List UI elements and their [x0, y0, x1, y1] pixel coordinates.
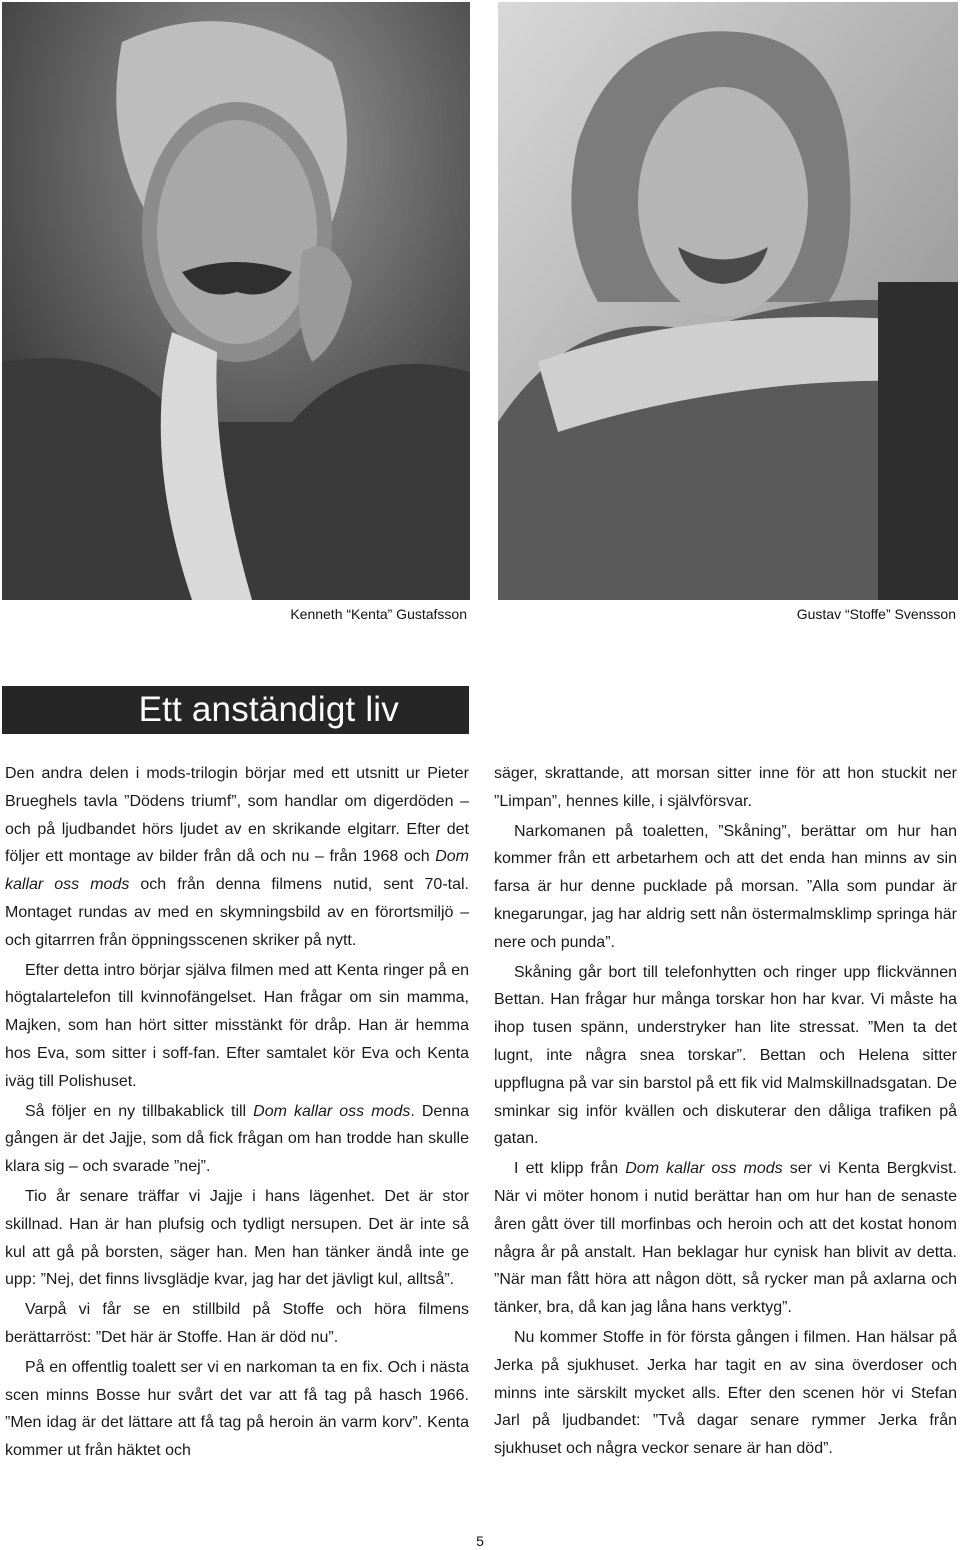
paragraph	[5, 760, 469, 955]
paragraph	[5, 1183, 469, 1294]
paragraph-text: säger, skrattande, att morsan sitter inne för att hon stuckit ner ”Limpan”, hennes kille, i självförsvar.	[494, 765, 957, 810]
paragraph	[494, 818, 957, 957]
text-column-left	[5, 760, 469, 1467]
paragraph-text: Tio år senare träffar vi Jajje i hans lägenhet. Det är stor skillnad. Han är han plufsig och tydligt nersupen. Det är inte så kul att gå på borsten, säger han. Men han tänker ändå inte ge upp: ”Nej, det finns livsglädje kvar, jag har det jävligt kul, alltså”.	[5, 1187, 469, 1289]
paragraph	[5, 957, 469, 1096]
paragraph-text: På en offentlig toalett ser vi en narkoman ta en fix. Och i nästa scen minns Bosse hur svårt det var att få tag på hasch 1966. ”Men idag är det lättare att få tag på heroin än varm korv”. Kenta kommer ut från häktet och	[5, 1358, 469, 1460]
paragraph	[494, 959, 957, 1154]
paragraph-text: Nu kommer Stoffe in för första gången i filmen. Han hälsar på Jerka på sjukhuset. Jerka har tagit en av sina överdoser och minns inte särskilt mycket alls. Efter den scenen hör vi Stefan Jarl på ljudbandet: ”Två dagar senare rymmer Jerka från sjukhuset och några veckor senare är han död”.	[494, 1328, 957, 1458]
portrait-image	[498, 2, 958, 600]
photo-kenta	[2, 2, 470, 600]
italic-title-text: Dom kallar oss mods	[625, 1160, 783, 1178]
article-title-bar	[2, 686, 469, 734]
paragraph-text: Så följer en ny tillbakablick till	[25, 1102, 254, 1120]
paragraph	[494, 760, 957, 816]
paragraph	[494, 1324, 957, 1463]
paragraph	[5, 1098, 469, 1181]
photo-caption-left: Kenneth “Kenta” Gustafsson	[290, 606, 467, 622]
page-number: 5	[476, 1533, 484, 1549]
italic-title-text: Dom kallar oss mods	[5, 848, 469, 894]
photo-stoffe	[498, 2, 958, 600]
paragraph-text: I ett klipp från	[514, 1160, 626, 1178]
photo-caption-right: Gustav “Stoffe” Svensson	[796, 606, 956, 622]
paragraph-text: Efter detta intro börjar själva filmen med att Kenta ringer på en högtalartelefon till kvinnofängelset. Han frågar om sin mamma, Majken, som han hört sitter misstänkt för dråp. Han är hemma hos Eva, som sitter i soff-fan. Efter samtalet kör Eva och Kenta iväg till Polishuset.	[5, 961, 469, 1090]
italic-title-text: Dom kallar oss mods	[253, 1102, 411, 1120]
paragraph-text: Skåning går bort till telefonhytten och ringer upp flickvännen Bettan. Han frågar hur många torskar hon har kvar. Vi måste ha ihop tusen spänn, understryker han lite stressat. ”Men ta det lugnt, inte några snea torskar”. Bettan och Helena sitter uppflugna på var sin barstol på ett fik vid Malmskillnadsgatan. De sminkar sig inför kvällen och diskuterar den dåliga trafiken på gatan.	[494, 963, 957, 1148]
paragraph-text: Varpå vi får se en stillbild på Stoffe och höra filmens berättarröst: ”Det här är Stoffe. Han är död nu”.	[5, 1301, 469, 1346]
paragraph	[5, 1354, 469, 1465]
paragraph-text: Narkomanen på toaletten, ”Skåning”, berättar om hur han kommer från ett arbetarhem och att det enda han minns av sin farsa är hur denne pucklade på morsan. ”Alla som pundar är knegarungar, jag har aldrig sett nån östermalmsklimp springa här nere och punda”.	[494, 822, 957, 951]
text-column-right	[494, 760, 957, 1465]
article-title: Ett anständigt liv	[138, 690, 399, 729]
paragraph-text: . Denna gången är det Jajje, som då fick frågan om han trodde han skulle klara sig – och svarade ”nej”.	[5, 1102, 470, 1176]
paragraph	[5, 1296, 469, 1352]
paragraph-text: Den andra delen i mods-trilogin börjar med ett utsnitt ur Pieter Brueghels tavla ”Dödens triumf”, som handlar om digerdöden – och på ljudbandet hörs ljudet av en skrikande elgitarr. Efter det följer ett montage av bilder från då och nu – från 1968 och	[5, 765, 469, 866]
paragraph-text: ser vi Kenta Bergkvist. När vi möter honom i nutid berättar han om hur han de senaste åren gått över till morfinbas och heroin och att det kostat honom några år på anstalt. Han beklagar hur cynisk han blivit av detta. ”När man fått höra att någon dött, så rycker man på axlarna och tänker, bra, då kan jag låna hans verktyg”.	[494, 1160, 958, 1317]
portrait-image	[2, 2, 470, 600]
paragraph	[494, 1155, 957, 1322]
paragraph-text: och från denna filmens nutid, sent 70-tal. Montaget rundas av med en skymningsbild av en förortsmiljö – och gitarrren från öppningsscenen skriker på nytt.	[5, 876, 469, 949]
